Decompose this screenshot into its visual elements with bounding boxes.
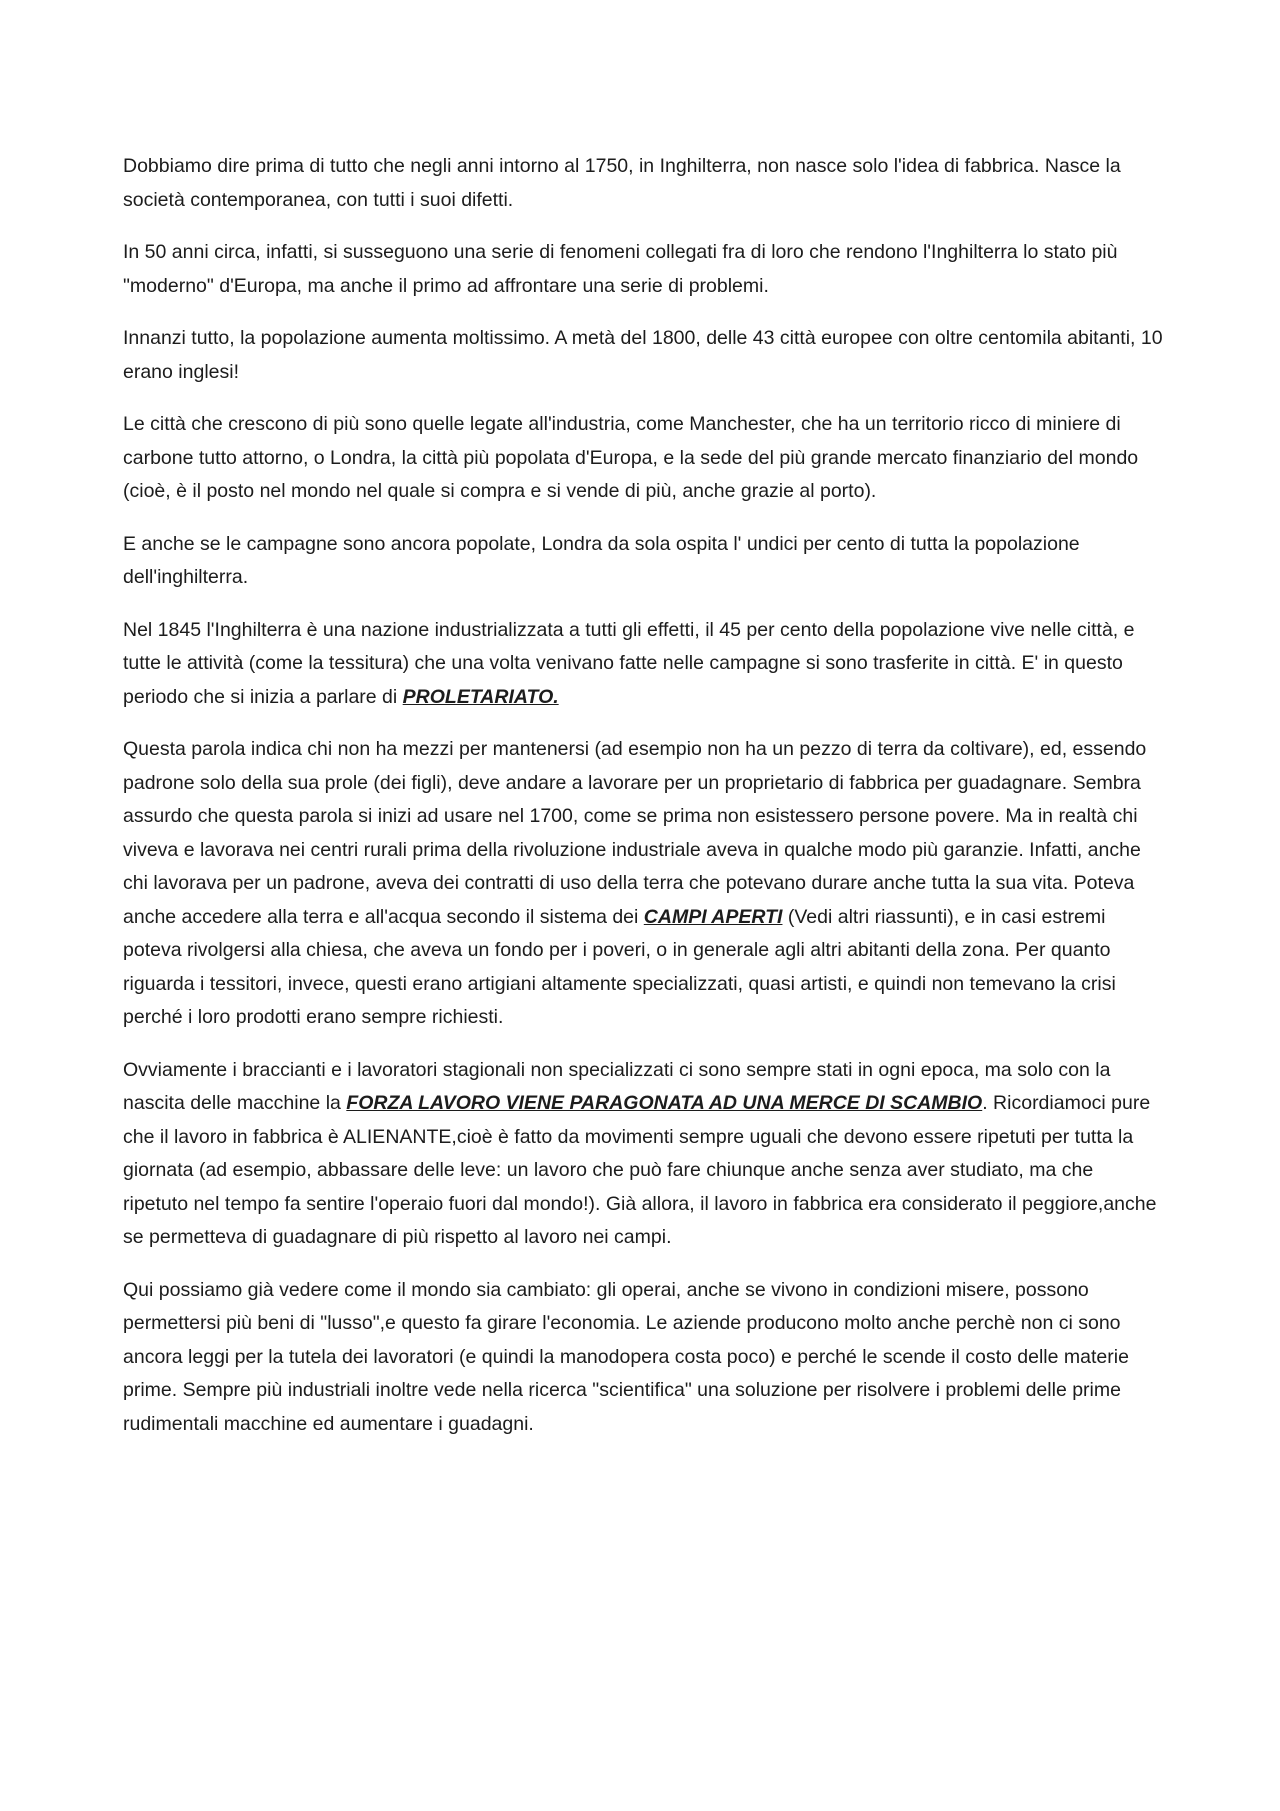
paragraph-5: E anche se le campagne sono ancora popolate, Londra da sola ospita l' undici per cento di tutta la popolazione dell'inghilterra. (123, 532, 1080, 588)
paragraph-8-before: Ovviamente i braccianti e i lavoratori stagionali non specializzati ci sono sempre stati in ogni epoca, ma solo con la nascita delle macchine la (123, 1058, 1111, 1114)
paragraph-6-text: Nel 1845 l'Inghilterra è una nazione industrializzata a tutti gli effetti, il 45 per cento della popolazione vive nelle città, e tutte le attività (come la tessitura) che una volta venivano fatte nelle campagne si sono trasferite in città. E' in questo periodo che si inizia a parlare di (123, 618, 1135, 708)
paragraph-7-after: (Vedi altri riassunti), e in casi estremi poteva rivolgersi alla chiesa, che aveva un fondo per i poveri, o in generale agli altri abitanti della zona. Per quanto riguarda i tessitori, invece, questi erano artigiani altamente specializzati, quasi artisti, e quindi non temevano la crisi perché i loro prodotti erano sempre richiesti. (123, 905, 1116, 1028)
paragraph-8 (123, 1054, 1163, 1255)
paragraph-7 (123, 733, 1163, 1035)
paragraph-8-after: . Ricordiamoci pure che il lavoro in fabbrica è ALIENANTE,cioè è fatto da movimenti sempre uguali che devono essere ripetuti per tutta la giornata (ad esempio, abbassare delle leve: un lavoro che può fare chiunque anche senza aver studiato, ma che ripetuto nel tempo fa sentire l'operaio fuori dal mondo!). Già allora, il lavoro in fabbrica era considerato il peggiore,anche se permetteva di guadagnare di più rispetto al lavoro nei campi. (123, 1092, 1157, 1248)
emphasis-forza-lavoro: FORZA LAVORO VIENE PARAGONATA AD UNA MERCE DI SCAMBIO (346, 1092, 983, 1114)
paragraph-2: In 50 anni circa, infatti, si susseguono una serie di fenomeni collegati fra di loro che rendono l'Inghilterra lo stato più "moderno" d'Europa, ma anche il primo ad affrontare una serie di problemi. (123, 241, 1118, 297)
paragraph-4: Le città che crescono di più sono quelle legate all'industria, come Manchester, che ha un territorio ricco di miniere di carbone tutto attorno, o Londra, la città più popolata d'Europa, e la sede del più grande mercato finanziario del mondo (cioè, è il posto nel mondo nel quale si compra e si vende di più, anche grazie al porto). (123, 413, 1139, 502)
emphasis-proletariato: PROLETARIATO. (402, 685, 559, 708)
emphasis-campi-aperti: CAMPI APERTI (643, 905, 783, 928)
paragraph-9: Qui possiamo già vedere come il mondo sia cambiato: gli operai, anche se vivono in condizioni misere, possono permettersi più beni di "lusso",e questo fa girare l'economia. Le aziende producono molto anche perchè non ci sono ancora leggi per la tutela dei lavoratori (e quindi la manodopera costa poco) e perché le scende il costo delle materie prime. Sempre più industriali inoltre vede nella ricerca "scientifica" una soluzione per risolvere i problemi delle prime rudimentali macchine ed aumentare i guadagni. (123, 1278, 1129, 1435)
document-body (123, 150, 1163, 1460)
paragraph-3: Innanzi tutto, la popolazione aumenta moltissimo. A metà del 1800, delle 43 città europee con oltre centomila abitanti, 10 erano inglesi! (123, 327, 1163, 383)
paragraph-6 (123, 614, 1163, 715)
paragraph-1: Dobbiamo dire prima di tutto che negli anni intorno al 1750, in Inghilterra, non nasce solo l'idea di fabbrica. Nasce la società contemporanea, con tutti i suoi difetti. (123, 155, 1121, 211)
paragraph-7-before: Questa parola indica chi non ha mezzi per mantenersi (ad esempio non ha un pezzo di terra da coltivare), ed, essendo padrone solo della sua prole (dei figli), deve andare a lavorare per un proprietario di fabbrica per guadagnare. Sembra assurdo che questa parola si inizi ad usare nel 1700, come se prima non esistessero persone povere. Ma in realtà chi viveva e lavorava nei centri rurali prima della rivoluzione industriale aveva in qualche modo più garanzie. Infatti, anche chi lavorava per un padrone, aveva dei contratti di uso della terra che potevano durare anche tutta la sua vita. Poteva anche accedere alla terra e all'acqua secondo il sistema dei (123, 738, 1147, 928)
